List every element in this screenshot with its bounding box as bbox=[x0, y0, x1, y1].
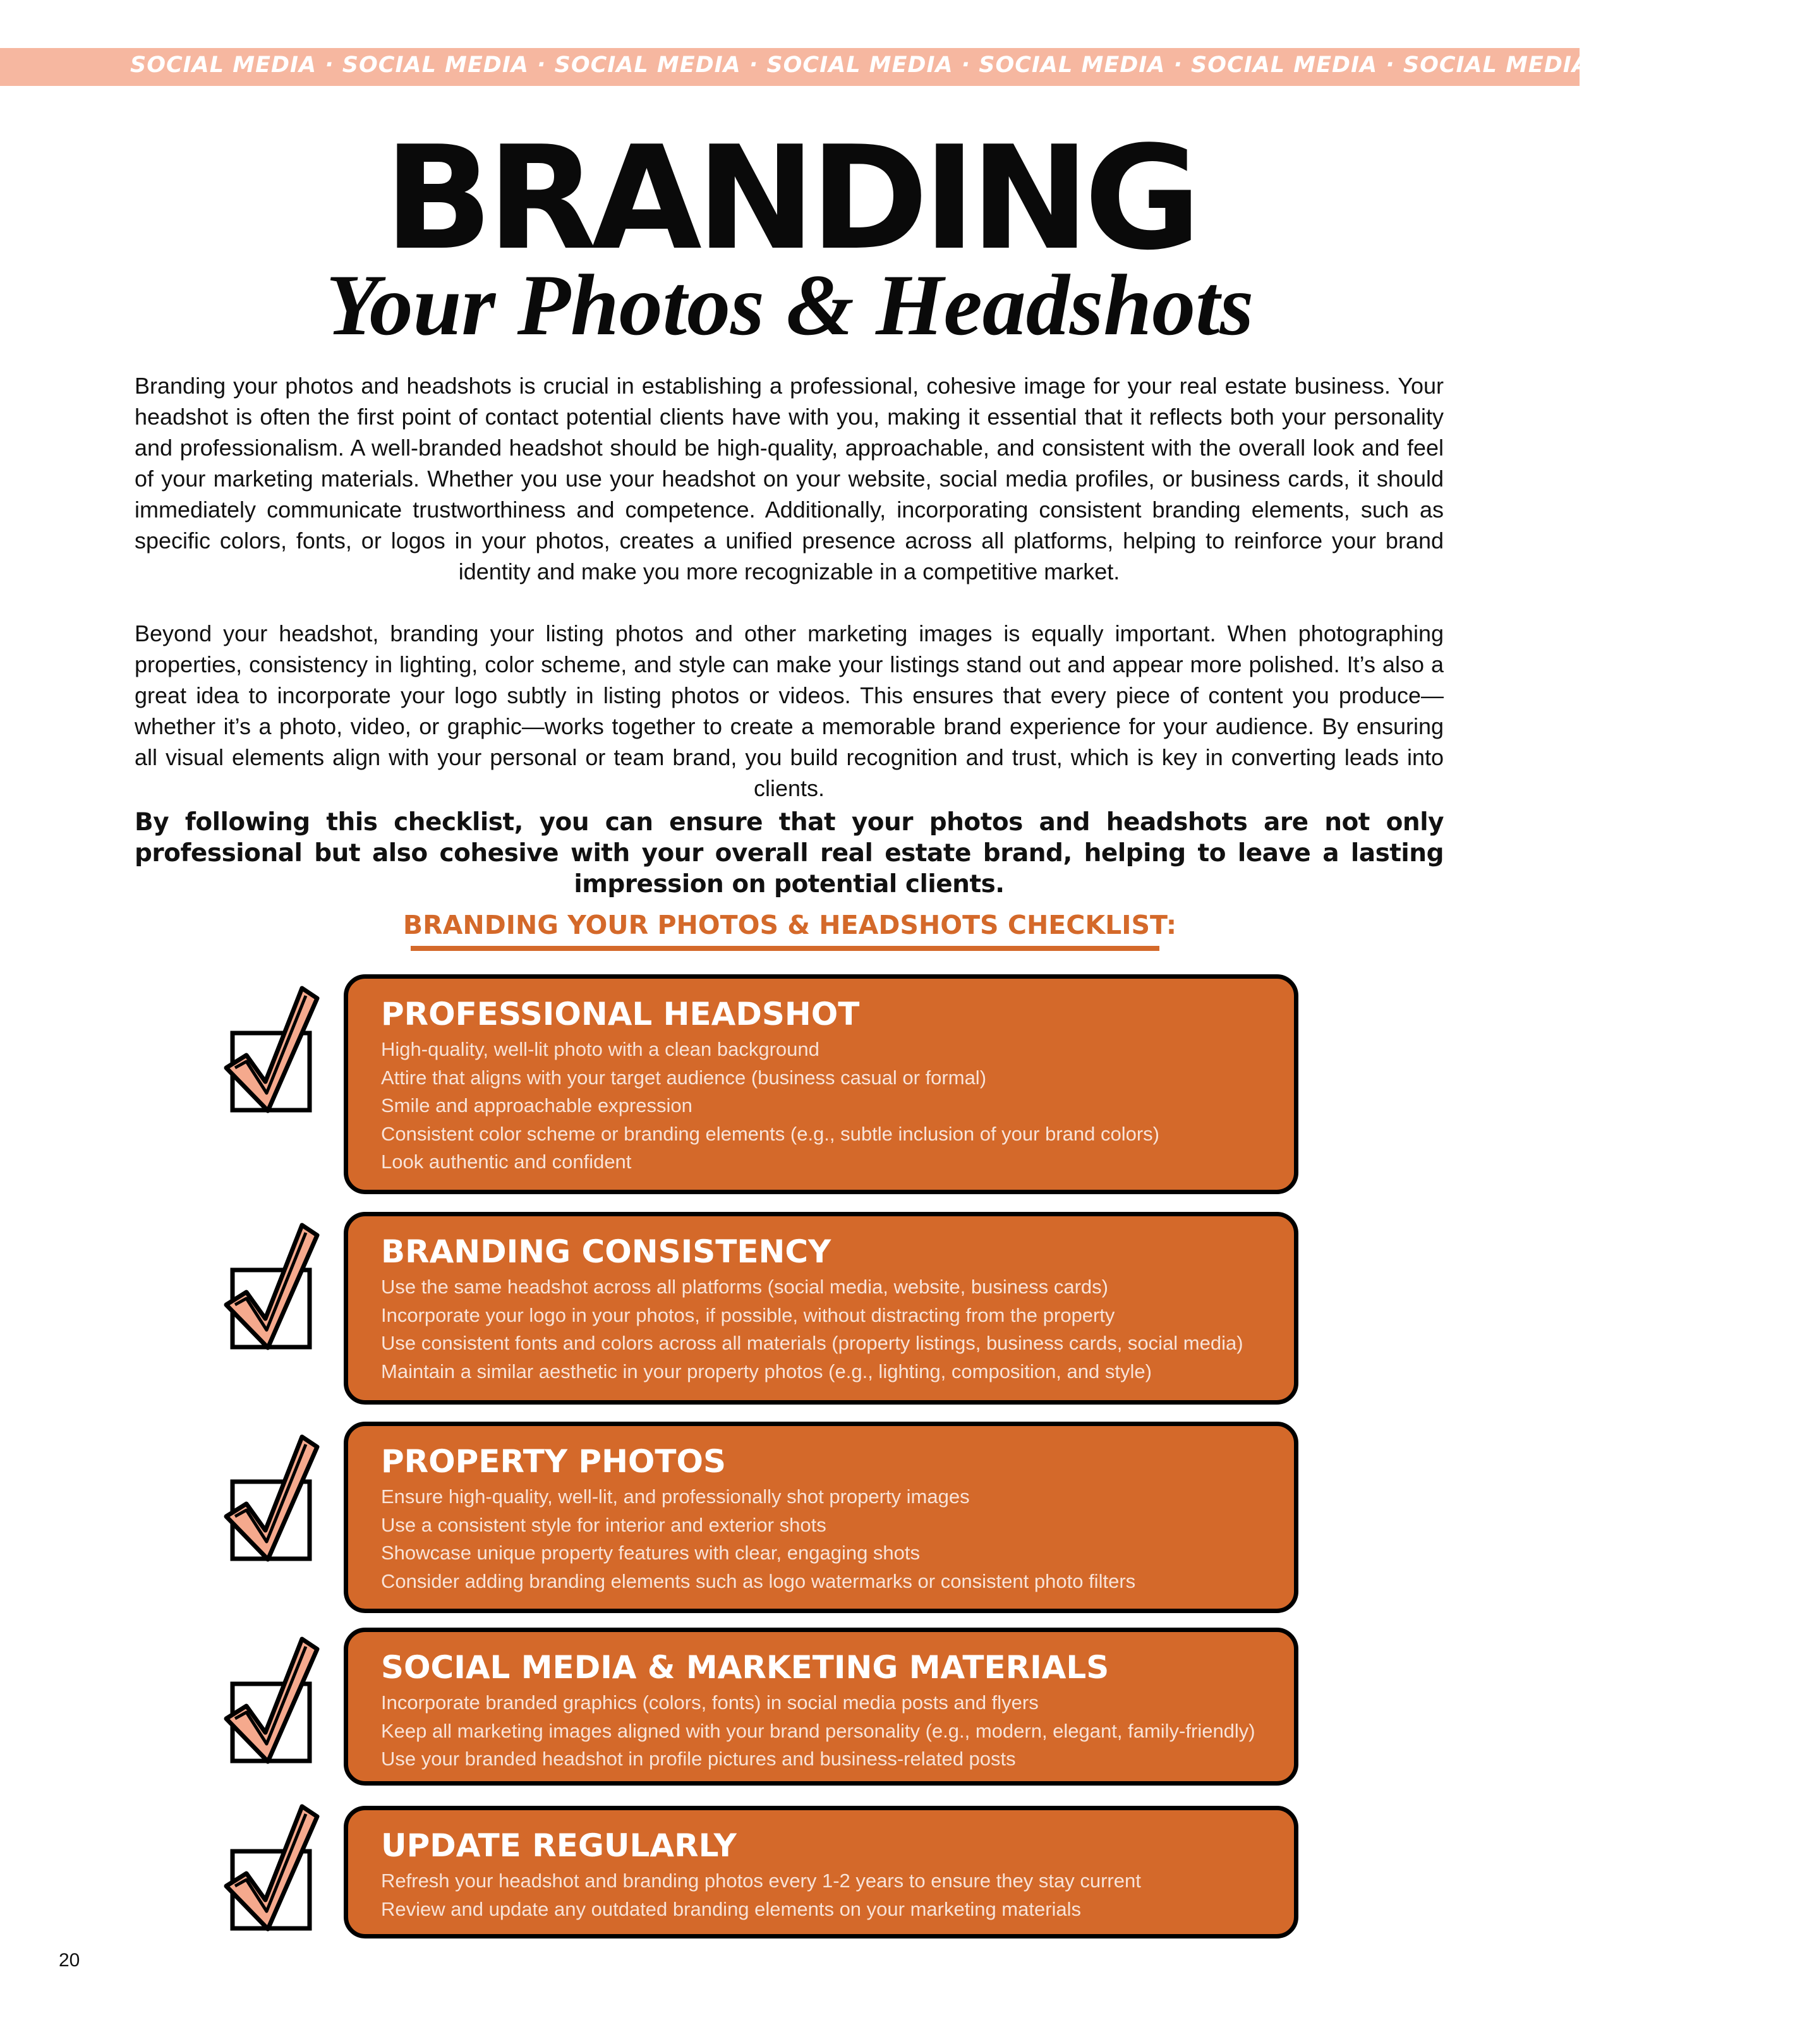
list-item: Use your branded headshot in profile pictures and business-related posts bbox=[381, 1748, 1016, 1770]
list-item: Review and update any outdated branding elements on your marketing materials bbox=[381, 1897, 1082, 1920]
list-item: Smile and approachable expression bbox=[381, 1094, 692, 1116]
list-item: High-quality, well-lit photo with a clean background bbox=[381, 1038, 819, 1060]
list-item: Consider adding branding elements such as logo watermarks or consistent photo filters bbox=[381, 1569, 1136, 1592]
list-item: Use the same headshot across all platforms (social media, website, business cards) bbox=[381, 1276, 1108, 1298]
intro-paragraph-2: Beyond your headshot, branding your listing photos and other marketing images is equally important. When photographing properties, consistency in lighting, color scheme, and style can make your listings stand out and appear more polished. It’s also a great idea to incorporate your logo subtly in listing photos or videos. This ensures that every piece of content you produce—whether it’s a photo, video, or graphic—works together to create a memorable brand experience for your audience. By ensuring all visual elements align with your personal or team brand, you build recognition and trust, which is key in converting leads into clients. bbox=[135, 620, 1444, 801]
page-title: BRANDING bbox=[384, 116, 1196, 282]
list-item: Keep all marketing images aligned with your brand personality (e.g., modern, elegant, family-friendly) bbox=[381, 1719, 1255, 1742]
banner-text: SOCIAL MEDIA · SOCIAL MEDIA · SOCIAL MEDIA · SOCIAL MEDIA · SOCIAL MEDIA · SOCIAL MEDIA · SOCIAL MEDIA · SOCIAL MEDIA · bbox=[130, 52, 1819, 78]
list-item: Refresh your headshot and branding photos every 1-2 years to ensure they stay current bbox=[381, 1870, 1141, 1892]
list-item: Showcase unique property features with clear, engaging shots bbox=[381, 1542, 921, 1564]
card-title: PROPERTY PHOTOS bbox=[381, 1443, 727, 1480]
checkmark-icon bbox=[221, 1624, 322, 1769]
list-item: Incorporate your logo in your photos, if possible, without distracting from the property bbox=[381, 1303, 1115, 1326]
intro-paragraph-bold: By following this checklist, you can ensure that your photos and headshots are not only professional but also cohesive with your overall real estate brand, helping to leave a lasting impression on potential clients. bbox=[135, 808, 1444, 898]
checkmark-icon bbox=[221, 973, 322, 1118]
checkmark-icon bbox=[221, 1210, 322, 1355]
page-subtitle: Your Photos & Headshots bbox=[325, 257, 1254, 353]
card-title: BRANDING CONSISTENCY bbox=[381, 1233, 831, 1270]
list-item: Use a consistent style for interior and exterior shots bbox=[381, 1513, 826, 1536]
checklist-heading-underline bbox=[411, 946, 1159, 951]
checklist-card-update-regularly bbox=[344, 1806, 1298, 1938]
list-item: Ensure high-quality, well-lit, and professionally shot property images bbox=[381, 1485, 970, 1508]
list-item: Incorporate branded graphics (colors, fonts) in social media posts and flyers bbox=[381, 1691, 1039, 1714]
card-list bbox=[381, 1689, 1266, 1774]
list-item: Use consistent fonts and colors across all materials (property listings, business cards, social media) bbox=[381, 1332, 1243, 1354]
intro-paragraph-1: Branding your photos and headshots is crucial in establishing a professional, cohesive image for your real estate business. Your headshot is often the first point of contact potential clients have with you, making it essential that it reflects both your personality and professionalism. A well-branded headshot should be high-quality, approachable, and consistent with the overall look and feel of your marketing materials. Whether you use your headshot on your website, social media profiles, or business cards, it should immediately communicate trustworthiness and competence. Additionally, incorporating consistent branding elements, such as specific colors, fonts, or logos in your photos, creates a unified presence across all platforms, helping to reinforce your brand identity and make you more recognizable in a competitive market. bbox=[135, 373, 1444, 584]
checklist-card-professional-headshot bbox=[344, 974, 1298, 1194]
list-item: Maintain a similar aesthetic in your property photos (e.g., lighting, composition, and style) bbox=[381, 1360, 1152, 1382]
card-list bbox=[381, 1273, 1266, 1386]
list-item: Look authentic and confident bbox=[381, 1151, 632, 1173]
checkmark-icon bbox=[221, 1422, 322, 1567]
card-title: SOCIAL MEDIA & MARKETING MATERIALS bbox=[381, 1649, 1109, 1686]
checklist-card-property-photos bbox=[344, 1422, 1298, 1613]
card-title: PROFESSIONAL HEADSHOT bbox=[381, 996, 860, 1032]
card-list bbox=[381, 1036, 1266, 1176]
checklist-heading: BRANDING YOUR PHOTOS & HEADSHOTS CHECKLIST: bbox=[402, 910, 1177, 940]
page-number: 20 bbox=[59, 1950, 80, 1971]
card-list bbox=[381, 1483, 1266, 1595]
card-title: UPDATE REGULARLY bbox=[381, 1827, 737, 1864]
list-item: Attire that aligns with your target audience (business casual or formal) bbox=[381, 1066, 987, 1089]
list-item: Consistent color scheme or branding elements (e.g., subtle inclusion of your brand colors) bbox=[381, 1122, 1160, 1145]
card-list bbox=[381, 1867, 1266, 1923]
top-banner bbox=[0, 48, 1819, 86]
checklist-card-branding-consistency bbox=[344, 1212, 1298, 1405]
checklist-card-social-media-marketing bbox=[344, 1628, 1298, 1786]
checkmark-icon bbox=[221, 1791, 322, 1937]
